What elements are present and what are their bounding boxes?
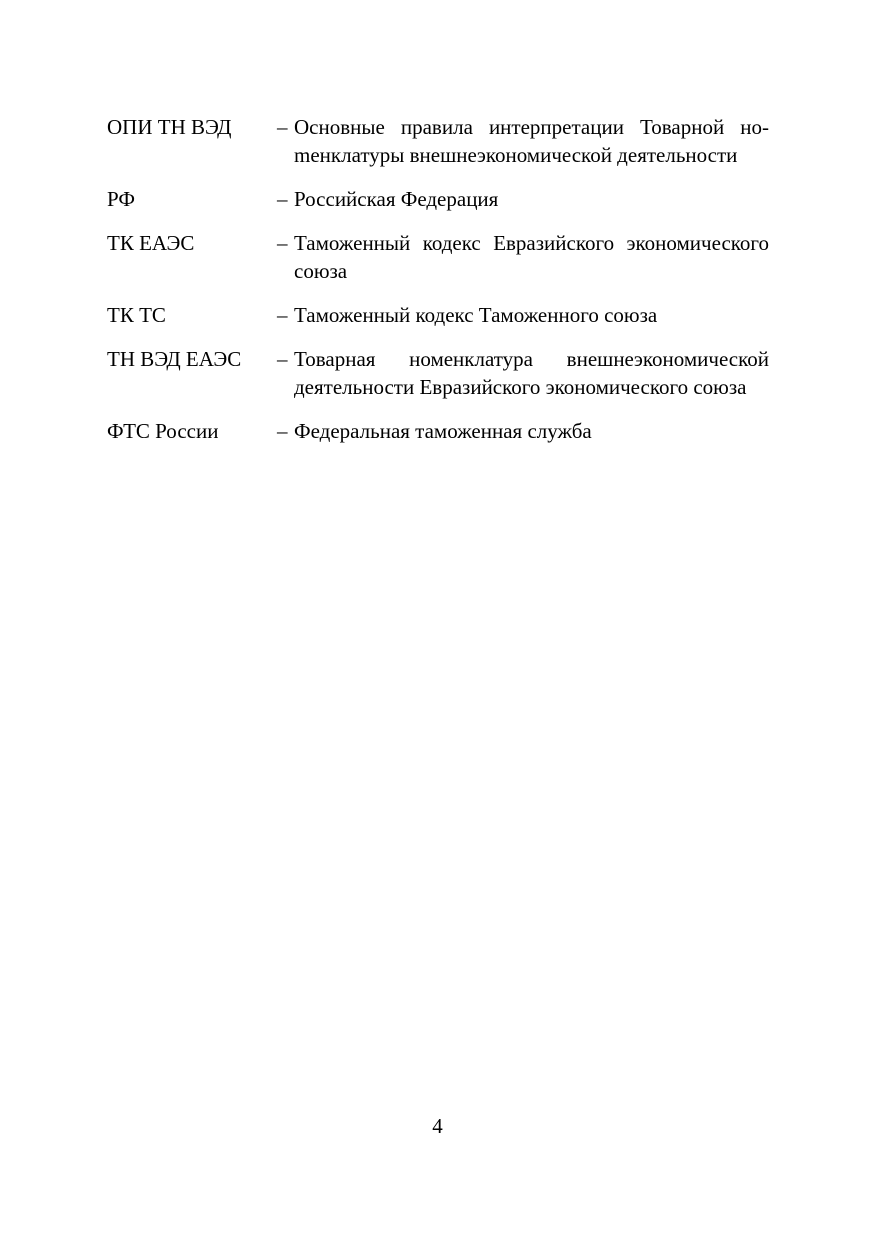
abbreviation-definition: Российская Федерация	[294, 187, 499, 211]
abbreviation-dash: –	[277, 303, 288, 327]
abbreviation-entry	[107, 229, 769, 285]
page-number: 4	[432, 1114, 443, 1138]
abbreviation-term: ТК ЕАЭС	[107, 231, 195, 255]
abbreviation-term: РФ	[107, 187, 135, 211]
abbreviation-dash: –	[277, 115, 288, 139]
abbreviation-definition: Основные правила интерпретации Товарной ноmенклатуры внешнеэкономической деятельности	[294, 115, 769, 167]
abbreviation-definition: Таможенный кодекс Таможенного союза	[294, 303, 658, 327]
abbreviation-dash: –	[277, 187, 288, 211]
abbreviation-dash: –	[277, 231, 288, 255]
abbreviation-dash: –	[277, 419, 288, 443]
abbreviation-definition: Федеральная таможенная служба	[294, 419, 592, 443]
abbreviation-entry	[107, 417, 769, 445]
abbreviation-term: ТН ВЭД ЕАЭС	[107, 347, 242, 371]
abbreviation-dash: –	[277, 347, 288, 371]
abbreviation-definition: Таможенный кодекс Евразийского экономического союза	[294, 231, 769, 283]
abbreviation-entry	[107, 345, 769, 401]
abbreviation-term: ФТС России	[107, 419, 219, 443]
abbreviation-entry	[107, 185, 769, 213]
abbreviation-entry	[107, 301, 769, 329]
abbreviations-list	[107, 113, 769, 461]
abbreviation-term: ТК ТС	[107, 303, 166, 327]
abbreviation-term: ОПИ ТН ВЭД	[107, 115, 232, 139]
abbreviation-entry	[107, 113, 769, 169]
abbreviation-definition: Товарная номенклатура внешнеэкономической деятельности Евразийского экономического союза	[294, 347, 769, 399]
